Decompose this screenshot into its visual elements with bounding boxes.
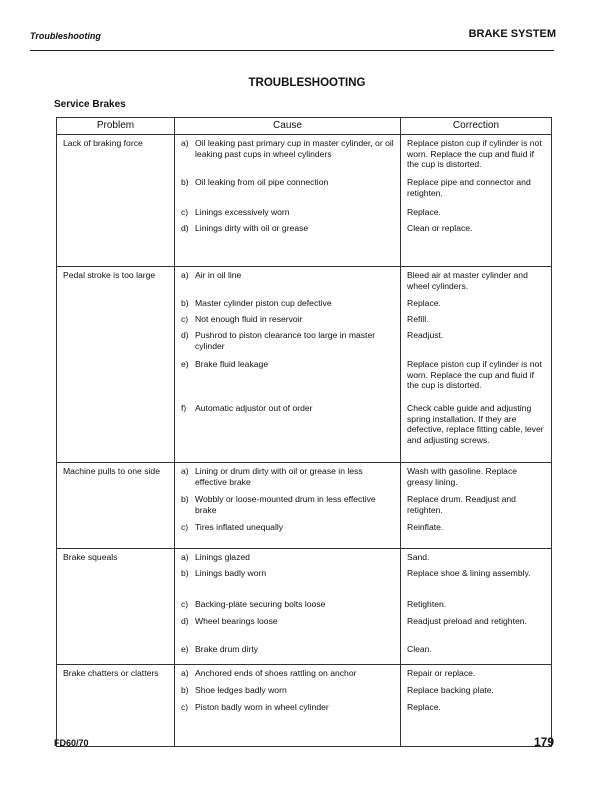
cause-cell xyxy=(175,267,401,463)
cause-item xyxy=(181,494,394,522)
page-number: 179 xyxy=(533,735,554,749)
running-header-section: Troubleshooting xyxy=(30,31,101,41)
problem-text: Brake squeals xyxy=(63,552,118,562)
correction-text: Clean. xyxy=(407,644,432,654)
header-rule xyxy=(30,50,554,51)
page-title: TROUBLESHOOTING xyxy=(248,77,366,89)
cause-label: b) xyxy=(181,177,189,187)
cause-item xyxy=(181,552,394,568)
correction-text: Readjust preload and retighten. xyxy=(407,616,527,626)
problem-cell xyxy=(57,549,175,665)
table-row xyxy=(57,463,552,549)
cause-item xyxy=(181,138,394,177)
cause-item xyxy=(181,522,394,538)
cause-item xyxy=(181,177,394,207)
problem-cell xyxy=(57,463,175,549)
problem-text: Lack of braking force xyxy=(63,138,143,148)
cause-label: a) xyxy=(181,668,189,678)
cause-label: c) xyxy=(181,702,189,712)
cause-text: Oil leaking from oil pipe connection xyxy=(195,177,329,187)
cause-text: Pushrod to piston clearance too large in master cylinder xyxy=(195,330,376,351)
cause-item xyxy=(181,685,394,702)
cause-text: Linings badly worn xyxy=(195,568,267,578)
cause-text: Tires inflated unequally xyxy=(195,522,284,532)
cause-label: a) xyxy=(181,552,189,562)
correction-cell xyxy=(401,267,552,463)
cause-item xyxy=(181,359,394,403)
correction-text: Replace. xyxy=(407,702,441,712)
cause-text: Brake fluid leakage xyxy=(195,359,269,369)
table-row xyxy=(57,665,552,747)
correction-cell xyxy=(401,549,552,665)
cause-text: Anchored ends of shoes rattling on anchor xyxy=(195,668,357,678)
cause-text: Automatic adjustor out of order xyxy=(195,403,313,413)
cause-item xyxy=(181,568,394,599)
cause-cell xyxy=(175,549,401,665)
cause-text: Linings glazed xyxy=(195,552,250,562)
correction-text: Replace shoe & lining assembly. xyxy=(407,568,531,578)
cause-item xyxy=(181,330,394,359)
cause-label: b) xyxy=(181,685,189,695)
correction-text: Replace. xyxy=(407,298,441,308)
correction-text: Wash with gasoline. Replace greasy lining. xyxy=(407,466,518,487)
correction-text: Replace backing plate. xyxy=(407,685,494,695)
problem-text: Brake chatters or clatters xyxy=(63,668,159,678)
cause-text: Backing-plate securing bolts loose xyxy=(195,599,326,609)
table-row xyxy=(57,267,552,463)
cause-item xyxy=(181,207,394,223)
problem-cell xyxy=(57,135,175,267)
cause-text: Brake drum dirty xyxy=(195,644,259,654)
correction-cell xyxy=(401,463,552,549)
cause-item xyxy=(181,616,394,644)
table-header-row xyxy=(57,118,552,135)
cause-label: a) xyxy=(181,270,189,280)
cause-text: Wobbly or loose-mounted drum in less effective brake xyxy=(195,494,376,515)
cause-item xyxy=(181,466,394,494)
cause-label: f) xyxy=(181,403,187,413)
correction-text: Replace piston cup if cylinder is not worn. Replace the cup and fluid if the cup is distorted. xyxy=(407,359,542,391)
correction-text: Replace drum. Readjust and retighten. xyxy=(407,494,516,515)
cause-item xyxy=(181,223,394,239)
cause-label: d) xyxy=(181,330,189,340)
cause-cell xyxy=(175,665,401,747)
cause-label: d) xyxy=(181,616,189,626)
cause-item xyxy=(181,644,394,660)
cause-label: c) xyxy=(181,207,189,217)
table-row xyxy=(57,135,552,267)
cause-text: Shoe ledges badly worn xyxy=(195,685,287,695)
cause-label: c) xyxy=(181,314,189,324)
cause-label: c) xyxy=(181,599,189,609)
correction-cell xyxy=(401,135,552,267)
cause-text: Air in oil line xyxy=(195,270,242,280)
correction-text: Repair or replace. xyxy=(407,668,476,678)
cause-item xyxy=(181,314,394,330)
cause-text: Linings dirty with oil or grease xyxy=(195,223,309,233)
correction-cell xyxy=(401,665,552,747)
correction-text: Check cable guide and adjusting spring installation. If they are defective, replace fitting cable, lever and adjusting screws. xyxy=(407,403,544,445)
column-header-correction: Correction xyxy=(401,118,552,135)
cause-label: b) xyxy=(181,298,189,308)
correction-text: Bleed air at master cylinder and wheel cylinders. xyxy=(407,270,528,291)
problem-cell xyxy=(57,267,175,463)
correction-text: Retighten. xyxy=(407,599,447,609)
correction-text: Sand. xyxy=(407,552,430,562)
problem-text: Machine pulls to one side xyxy=(63,466,160,476)
cause-item xyxy=(181,403,394,451)
cause-label: d) xyxy=(181,223,189,233)
cause-text: Not enough fluid in reservoir xyxy=(195,314,303,324)
footer-model: FD60/70 xyxy=(54,738,89,748)
table-row xyxy=(57,549,552,665)
cause-text: Linings excessively worn xyxy=(195,207,290,217)
correction-text: Readjust. xyxy=(407,330,444,340)
correction-text: Reinflate. xyxy=(407,522,444,532)
correction-text: Replace pipe and connector and retighten. xyxy=(407,177,531,198)
running-header-chapter: BRAKE SYSTEM xyxy=(468,28,556,40)
correction-text: Refill. xyxy=(407,314,429,324)
cause-text: Wheel bearings loose xyxy=(195,616,278,626)
cause-text: Lining or drum dirty with oil or grease in less effective brake xyxy=(195,466,363,487)
cause-item xyxy=(181,668,394,685)
cause-label: a) xyxy=(181,466,189,476)
correction-text: Replace. xyxy=(407,207,441,217)
problem-cell xyxy=(57,665,175,747)
cause-label: e) xyxy=(181,359,189,369)
cause-label: b) xyxy=(181,568,189,578)
cause-text: Master cylinder piston cup defective xyxy=(195,298,332,308)
cause-label: b) xyxy=(181,494,189,504)
column-header-cause: Cause xyxy=(175,118,401,135)
cause-cell xyxy=(175,135,401,267)
cause-text: Piston badly worn in wheel cylinder xyxy=(195,702,329,712)
section-heading: Service Brakes xyxy=(54,99,126,110)
cause-label: e) xyxy=(181,644,189,654)
problem-text: Pedal stroke is too large xyxy=(63,270,156,280)
cause-item xyxy=(181,270,394,298)
correction-text: Replace piston cup if cylinder is not worn. Replace the cup and fluid if the cup is distorted. xyxy=(407,138,542,170)
cause-text: Oil leaking past primary cup in master cylinder, or oil leaking past cups in wheel cylinders xyxy=(195,138,394,159)
cause-item xyxy=(181,298,394,314)
cause-label: a) xyxy=(181,138,189,148)
column-header-problem: Problem xyxy=(57,118,175,135)
correction-text: Clean or replace. xyxy=(407,223,473,233)
cause-item xyxy=(181,702,394,718)
troubleshooting-table xyxy=(56,117,552,747)
cause-item xyxy=(181,599,394,616)
cause-label: c) xyxy=(181,522,189,532)
cause-cell xyxy=(175,463,401,549)
